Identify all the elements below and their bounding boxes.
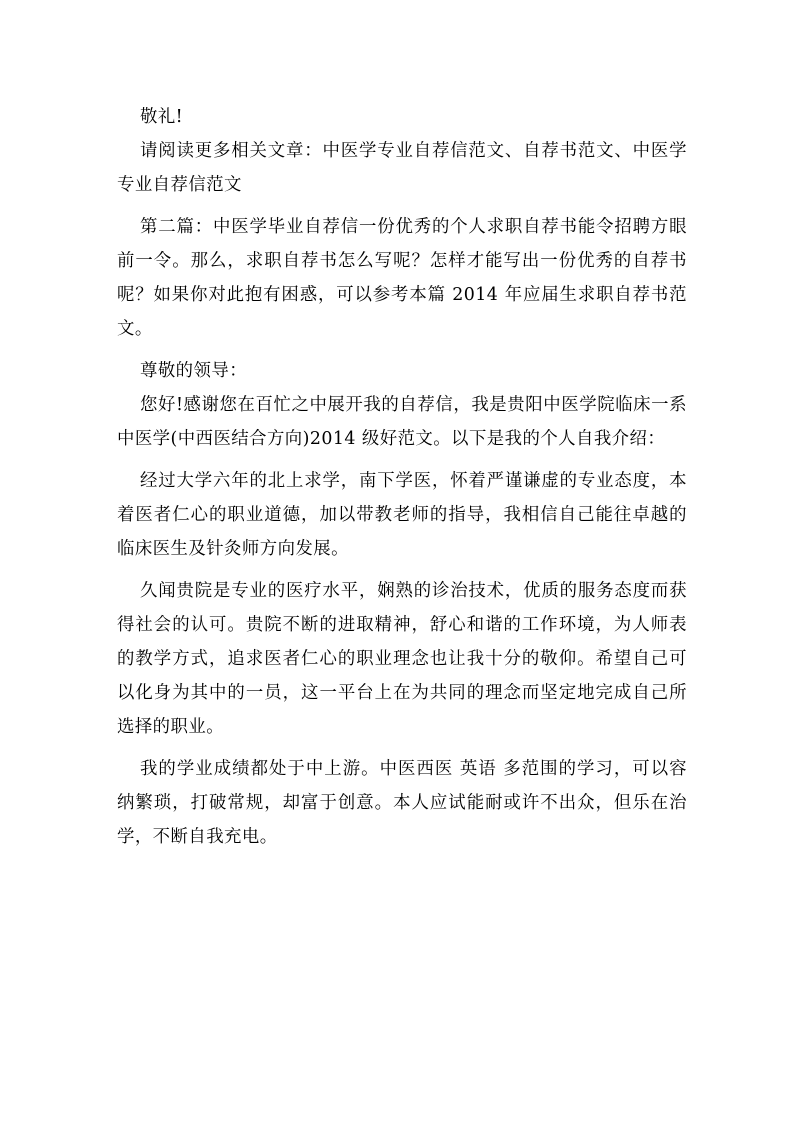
- related-articles-paragraph: 请阅读更多相关文章：中医学专业自荐信范文、自荐书范文、中医学专业自荐信范文: [117, 141, 687, 195]
- hospital-admiration-paragraph: 久闻贵院是专业的医疗水平，娴熟的诊治技术，优质的服务态度而获得社会的认可。贵院不断的进取精神，舒心和谐的工作环境，为人师表的教学方式，追求医者仁心的职业理念也让我十分的敬仰。希望自己可以化身为其中的一员，这一平台上在为共同的理念而坚定地完成自己所选择的职业。: [117, 581, 687, 737]
- closing-salutation: 敬礼!: [140, 107, 184, 127]
- greeting-salutation: 尊敬的领导：: [140, 361, 248, 381]
- self-introduction-paragraph: 您好!感谢您在百忙之中展开我的自荐信，我是贵阳中医学院临床一系中医学(中西医结合方向)2014 级好范文。以下是我的个人自我介绍：: [117, 395, 687, 449]
- second-article-intro-paragraph: 第二篇：中医学毕业自荐信一份优秀的个人求职自荐书能令招聘方眼前一令。那么，求职自荐书怎么写呢？怎样才能写出一份优秀的自荐书呢？如果你对此抱有困惑，可以参考本篇 2014 年应届生求职自荐书范文。: [117, 217, 687, 339]
- document-page: [117, 100, 687, 862]
- academic-performance-paragraph: 我的学业成绩都处于中上游。中医西医 英语 多范围的学习，可以容纳繁琐，打破常规，却富于创意。本人应试能耐或许不出众，但乐在治学，不断自我充电。: [117, 759, 687, 847]
- education-paragraph: 经过大学六年的北上求学，南下学医，怀着严谨谦虚的专业态度，本着医者仁心的职业道德，加以带教老师的指导，我相信自己能往卓越的临床医生及针灸师方向发展。: [117, 471, 687, 559]
